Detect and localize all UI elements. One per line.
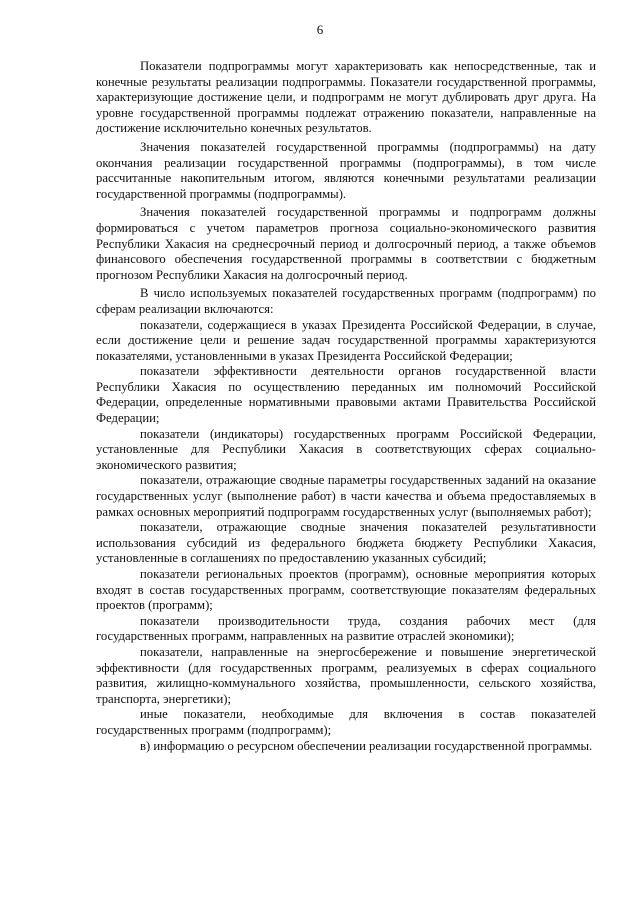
- list-item: показатели эффективности деятельности органов государственной власти Республики Хакасия по осуществлению переданных им полномочий Российской Федерации, определенные нормативными правовыми актами Правительства Российской Федерации;: [96, 364, 596, 426]
- list-item: показатели (индикаторы) государственных программ Российской Федерации, установленные для Республики Хакасия в соответствующих сферах социально-экономического развития;: [96, 426, 596, 472]
- list-item: показатели, содержащиеся в указах Президента Российской Федерации, в случае, если достижение цели и решение задач государственной программы характеризуются показателями, установленными в указах Президента Российской Федерации;: [96, 317, 596, 363]
- list-item: в) информацию о ресурсном обеспечении реализации государственной программы.: [140, 738, 593, 753]
- list-item: показатели, отражающие сводные параметры государственных заданий на оказание государственных услуг (выполнение работ) в части качества и объема предоставляемых в рамках основных мероприятий подпрограмм государственных услуг (выполняемых работ);: [96, 473, 596, 519]
- list-item: показатели, направленные на энергосбережение и повышение энергетической эффективности (для государственных программ, реализуемых в сферах социального развития, жилищно-коммунального хозяйства, промышленности, сельского хозяйства, транспорта, энергетики);: [96, 644, 596, 706]
- paragraph-1: Показатели подпрограммы могут характеризовать как непосредственные, так и конечные результаты реализации подпрограммы. Показатели государственной программы, характеризующие достижение цели, и подпрограмм не могут дублировать друг друга. На уровне государственной программы подлежат отражению показатели, направленные на достижение исключительно конечных результатов.: [96, 59, 596, 136]
- paragraph-4: В число используемых показателей государственных программ (подпрограмм) по сферам реализации включаются:: [96, 286, 596, 316]
- page-number: 6: [316, 22, 324, 37]
- paragraph-2: Значения показателей государственной программы (подпрограммы) на дату окончания реализации государственной программы (подпрограммы), в том числе рассчитанные накопительным итогом, являются конечными результатами реализации государственной программы (подпрограммы).: [96, 139, 596, 201]
- list-item: иные показатели, необходимые для включения в состав показателей государственных программ (подпрограмм);: [96, 707, 596, 737]
- document-body: [96, 59, 596, 754]
- list-item: показатели региональных проектов (программ), основные мероприятия которых входят в состав государственных программ, соответствующие показателям федеральных проектов (программ);: [96, 567, 596, 613]
- list-item: показатели, отражающие сводные значения показателей результативности использования субсидий из федерального бюджета бюджету Республики Хакасия, установленные в соглашениях по предоставлению указанных субсидий;: [96, 520, 596, 566]
- paragraph-3: Значения показателей государственной программы и подпрограмм должны формироваться с учетом параметров прогноза социально-экономического развития Республики Хакасия на среднесрочный период и долгосрочный период, а также объемов финансового обеспечения государственной программы в соответствии с бюджетным прогнозом Республики Хакасия на долгосрочный период.: [96, 205, 596, 282]
- list-item: показатели производительности труда, создания рабочих мест (для государственных программ, направленных на развитие отраслей экономики);: [96, 613, 596, 644]
